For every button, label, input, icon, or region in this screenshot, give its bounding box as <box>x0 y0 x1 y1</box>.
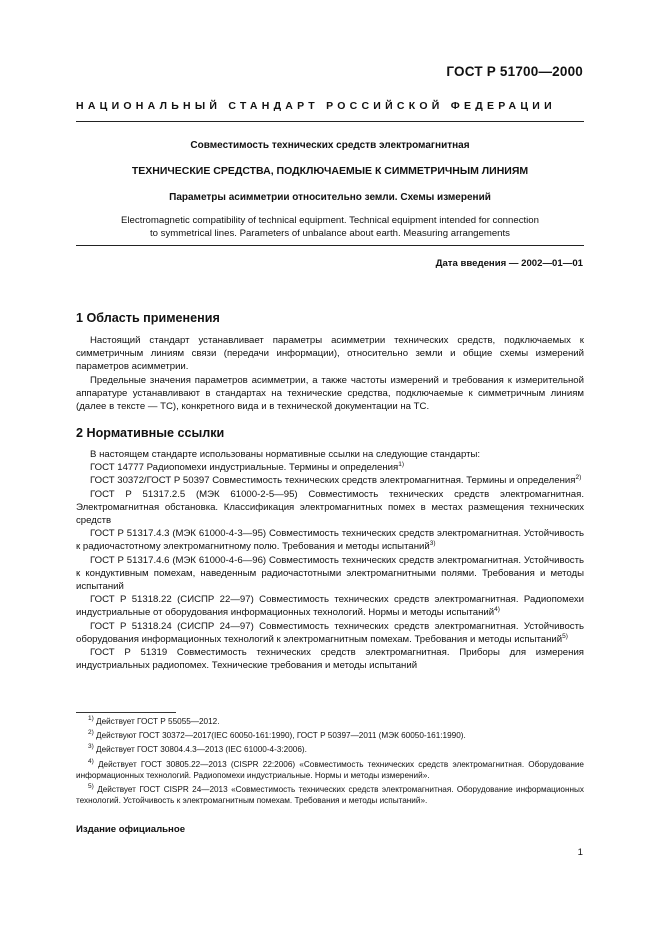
reference-text: ГОСТ Р 51318.24 (СИСПР 24—97) Совместимость технических средств электромагнитная. Устойчивость оборудования информационных технологий к электромагнитным помехам. Требования и методы испытаний <box>76 620 584 645</box>
section-2-body <box>76 448 584 672</box>
footnote <box>76 744 584 755</box>
page-number: 1 <box>577 847 583 858</box>
footnote-mark: 2) <box>88 729 94 737</box>
reference-text: ГОСТ Р 51319 Совместимость технических средств электромагнитная. Приборы для измерения индустриальных радиопомех. Технические требования и методы испытаний <box>76 647 584 672</box>
footnote <box>76 730 584 741</box>
english-title <box>76 215 584 240</box>
title-line-2: ТЕХНИЧЕСКИЕ СРЕДСТВА, ПОДКЛЮЧАЕМЫЕ К СИММЕТРИЧНЫМ ЛИНИЯМ <box>131 165 529 177</box>
footnote-marker: 3) <box>429 540 436 548</box>
section-1-paragraph: Настоящий стандарт устанавливает параметры асимметрии технических средств, подключаемых к симметричным линиям связи (передачи информации), относительно земли и общие схемы измерений параметров асимметрии. <box>76 335 584 373</box>
footnote <box>76 716 584 727</box>
reference-text: ГОСТ Р 51317.2.5 (МЭК 61000-2-5—95) Совместимость технических средств электромагнитная. Электромагнитная обстановка. Классификация электромагнитных помех в местах размещения технических средств <box>76 488 584 527</box>
footnote-mark: 4) <box>88 757 94 765</box>
reference-item <box>76 474 584 487</box>
reference-text: ГОСТ Р 51317.4.3 (МЭК 61000-4-3—95) Совместимость технических средств электромагнитная. Устойчивость к радиочастотному электромагнитному полю. Требования и методы испытаний <box>76 528 584 553</box>
footnote-marker: 1) <box>398 461 405 469</box>
section-1-heading: 1 Область применения <box>76 311 220 325</box>
reference-text: ГОСТ 14777 Радиопомехи индустриальные. Термины и определения <box>90 462 399 474</box>
footnote <box>76 759 584 781</box>
reference-item <box>76 461 584 474</box>
footnote-text: Действует ГОСТ 30805.22—2013 (CISPR 22:2006) «Совместимость технических средств электромагнитная. Оборудование информационных технологий. Радиопомехи индустриальные. Нормы и методы измерений». <box>76 759 584 780</box>
reference-text: ГОСТ Р 51318.22 (СИСПР 22—97) Совместимость технических средств электромагнитная. Радиопомехи индустриальные от оборудования информационных технологий. Нормы и методы испытаний <box>76 594 584 619</box>
reference-item <box>76 554 584 594</box>
section-1-paragraph: Предельные значения параметров асимметрии, а также частоты измерений и требования к измерительной аппаратуре устанавливают в стандартах на технические средства, подключаемые к симметричным линиям (далее в тексте — ТС), конкретного вида и в технической документации на ТС. <box>76 374 584 413</box>
section-1-body <box>76 334 584 413</box>
reference-item <box>76 593 584 619</box>
title-line-3: Параметры асимметрии относительно земли. Схемы измерений <box>169 192 491 203</box>
footnote-text: Действуют ГОСТ 30372—2017(IEC 60050-161:1990), ГОСТ Р 50397—2011 (МЭК 60050-161:1990). <box>93 731 466 741</box>
references-intro: В настоящем стандарте использованы нормативные ссылки на следующие стандарты: <box>90 449 481 460</box>
footnote-mark: 3) <box>88 743 94 751</box>
footnote-mark: 5) <box>88 782 94 790</box>
reference-item <box>76 646 584 672</box>
reference-text: ГОСТ Р 51317.4.6 (МЭК 61000-4-6—96) Совместимость технических средств электромагнитная. Устойчивость к кондуктивным помехам, наведенным радиочастотными электромагнитными полями. Требования и методы испытаний <box>76 554 584 593</box>
official-edition-label: Издание официальное <box>76 824 186 835</box>
title-line-1: Совместимость технических средств электромагнитная <box>190 140 470 151</box>
footnote-marker: 2) <box>575 474 582 482</box>
footnote-text: Действует ГОСТ Р 55055—2012. <box>93 717 220 726</box>
introduction-date: Дата введения — 2002—01—01 <box>435 258 583 269</box>
reference-item <box>76 488 584 528</box>
english-title-line-1: Electromagnetic compatibility of technical equipment. Technical equipment intended for connection <box>121 215 539 226</box>
footnotes <box>76 716 584 809</box>
footnote <box>76 784 584 806</box>
footnote-divider <box>76 712 176 713</box>
reference-item <box>76 527 584 553</box>
footnote-mark: 1) <box>88 715 94 722</box>
title-divider <box>76 245 584 246</box>
top-divider <box>76 121 584 122</box>
reference-text: ГОСТ 30372/ГОСТ Р 50397 Совместимость технических средств электромагнитная. Термины и определения <box>90 475 576 487</box>
reference-item <box>76 620 584 646</box>
footnote-text: Действует ГОСТ 30804.4.3—2013 (IEC 61000-4-3:2006). <box>93 745 307 755</box>
standard-code: ГОСТ Р 51700—2000 <box>446 64 583 79</box>
footnote-marker: 5) <box>562 632 568 640</box>
national-standard-banner: НАЦИОНАЛЬНЫЙ СТАНДАРТ РОССИЙСКОЙ ФЕДЕРАЦИИ <box>76 100 556 112</box>
footnote-text: Действует ГОСТ CISPR 24—2013 «Совместимость технических средств электромагнитная. Оборудование информационных технологий. Устойчивость к электромагнитным помехам. Требования и методы испытаний». <box>76 784 584 805</box>
english-title-line-2: to symmetrical lines. Parameters of unbalance about earth. Measuring arrangements <box>150 227 510 239</box>
footnote-marker: 4) <box>494 606 500 614</box>
section-2-heading: 2 Нормативные ссылки <box>76 426 225 440</box>
